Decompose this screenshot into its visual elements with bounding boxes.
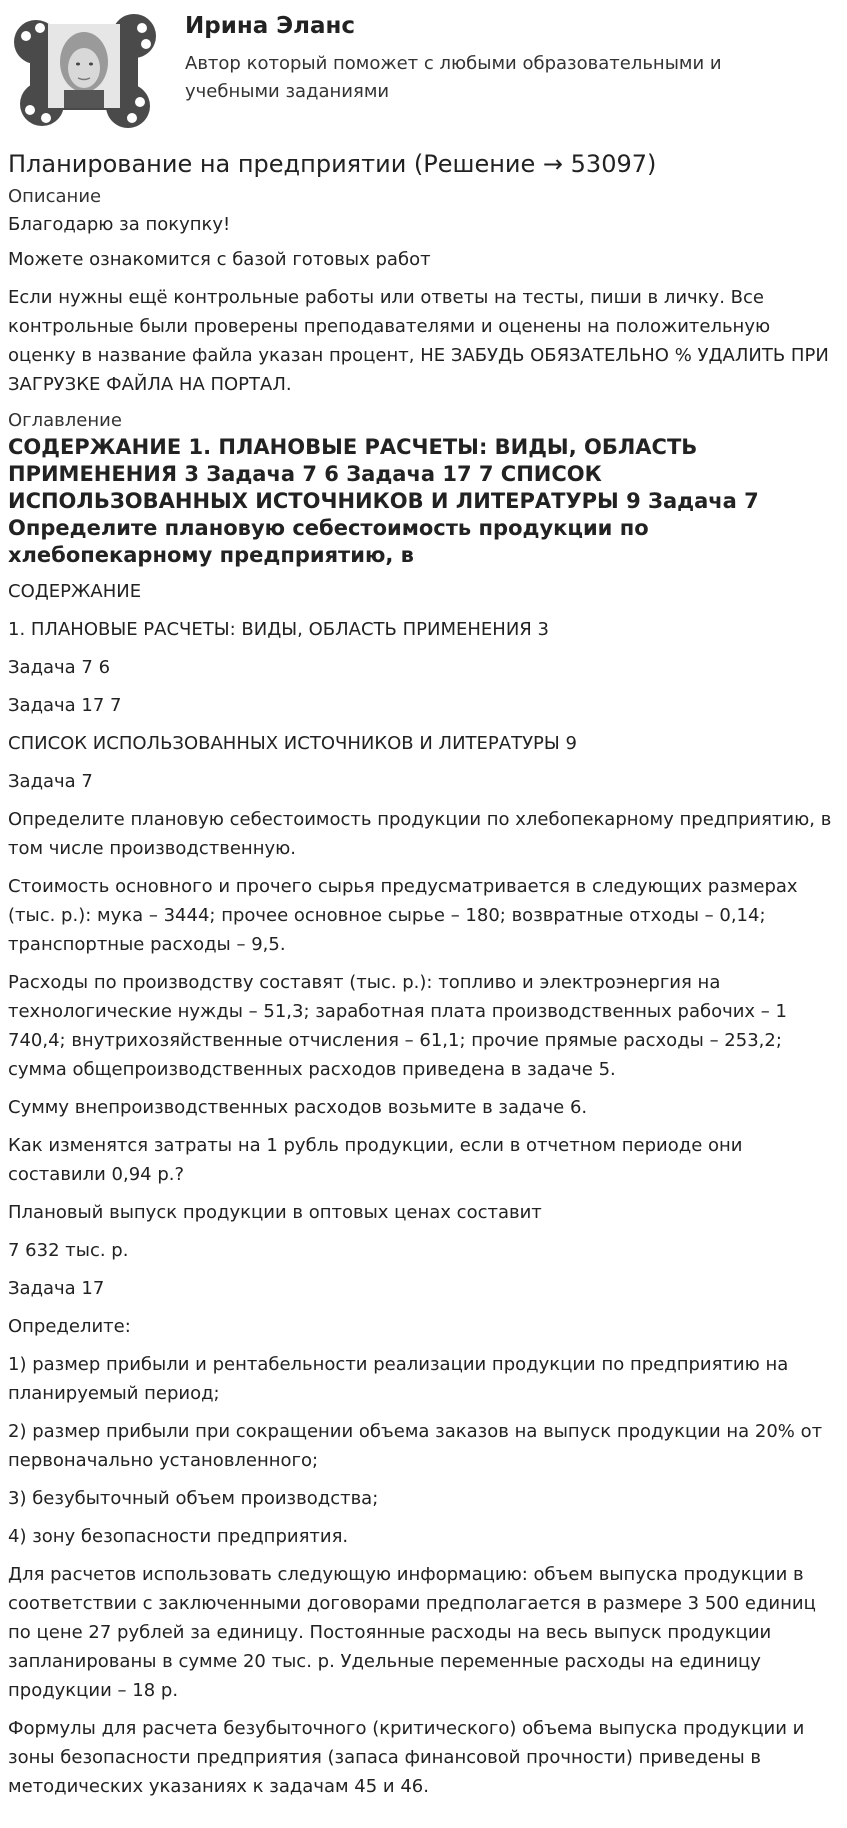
description-paragraph: Благодарю за покупку!	[8, 214, 231, 235]
body-paragraph: Плановый выпуск продукции в оптовых ценах составит	[8, 1202, 542, 1223]
avatar[interactable]	[8, 6, 158, 132]
body-paragraph: Определите плановую себестоимость продукции по хлебопекарному предприятию, в том числе производственную.	[8, 809, 832, 859]
author-info	[185, 6, 785, 106]
description-label: Описание	[8, 186, 102, 207]
contents-summary: СОДЕРЖАНИЕ 1. ПЛАНОВЫЕ РАСЧЕТЫ: ВИДЫ, ОБЛАСТЬ ПРИМЕНЕНИЯ 3 Задача 7 6 Задача 17 7 СПИСОК ИСПОЛЬЗОВАННЫХ ИСТОЧНИКОВ И ЛИТЕРАТУРЫ 9 Задача 7 Определите плановую себестоимость продукции по хлебопекарному предприятию, в	[8, 435, 759, 567]
author-header	[8, 0, 839, 140]
body-paragraph: Задача 7	[8, 771, 93, 792]
body-paragraph: Как изменятся затраты на 1 рубль продукции, если в отчетном периоде они составили 0,94 р.?	[8, 1135, 743, 1185]
author-description: Автор который поможет с любыми образовательными и учебными заданиями	[185, 53, 722, 102]
body-paragraph: 7 632 тыс. р.	[8, 1240, 129, 1261]
body-paragraph: Задача 7 6	[8, 657, 111, 678]
body-paragraph: Сумму внепроизводственных расходов возьмите в задаче 6.	[8, 1097, 588, 1118]
description-paragraph: Можете ознакомится с базой готовых работ	[8, 249, 431, 270]
body-paragraph: Расходы по производству составят (тыс. р.): топливо и электроэнергия на технологические нужды – 51,3; заработная плата производственных рабочих – 1 740,4; внутрихозяйственные отчисления – 61,1; прочие прямые расходы – 253,2; сумма общепроизводственных расходов приведена в задаче 5.	[8, 972, 787, 1080]
author-name[interactable]: Ирина Эланс	[185, 13, 356, 39]
body-paragraph: 1) размер прибыли и рентабельности реализации продукции по предприятию на планируемый период;	[8, 1354, 789, 1404]
body-paragraph: Определите:	[8, 1316, 131, 1337]
body-paragraph: 2) размер прибыли при сокращении объема заказов на выпуск продукции на 20% от первоначально установленного;	[8, 1421, 823, 1471]
contents-label: Оглавление	[8, 410, 122, 431]
body-paragraph: Стоимость основного и прочего сырья предусматривается в следующих размерах (тыс. р.): мука – 3444; прочее основное сырье – 180; возвратные отходы – 0,14; транспортные расходы – 9,5.	[8, 876, 798, 955]
body-paragraph: 1. ПЛАНОВЫЕ РАСЧЕТЫ: ВИДЫ, ОБЛАСТЬ ПРИМЕНЕНИЯ 3	[8, 619, 549, 640]
body-paragraph: 4) зону безопасности предприятия.	[8, 1526, 349, 1547]
body-paragraph: СОДЕРЖАНИЕ	[8, 581, 142, 602]
body-paragraph: 3) безубыточный объем производства;	[8, 1488, 379, 1509]
body-paragraph: Формулы для расчета безубыточного (критического) объема выпуска продукции и зоны безопасности предприятия (запаса финансовой прочности) приведены в методических указаниях к задачам 45 и 46.	[8, 1718, 805, 1797]
avatar-image	[8, 6, 158, 132]
body-paragraph: СПИСОК ИСПОЛЬЗОВАННЫХ ИСТОЧНИКОВ И ЛИТЕРАТУРЫ 9	[8, 733, 577, 754]
body-paragraph: Задача 17	[8, 1278, 105, 1299]
description-paragraph: Если нужны ещё контрольные работы или ответы на тесты, пиши в личку. Все контрольные были проверены преподавателями и оценены на положительную оценку в название файла указан процент, НЕ ЗАБУДЬ ОБЯЗАТЕЛЬНО % УДАЛИТЬ ПРИ ЗАГРУЗКЕ ФАЙЛА НА ПОРТАЛ.	[8, 287, 829, 395]
body-paragraph: Задача 17 7	[8, 695, 122, 716]
page-title: Планирование на предприятии (Решение → 53097)	[8, 150, 657, 178]
body-paragraph: Для расчетов использовать следующую информацию: объем выпуска продукции в соответствии с заключенными договорами предполагается в размере 3 500 единиц по цене 27 рублей за единицу. Постоянные расходы на весь выпуск продукции запланированы в сумме 20 тыс. р. Удельные переменные расходы на единицу продукции – 18 р.	[8, 1564, 816, 1701]
